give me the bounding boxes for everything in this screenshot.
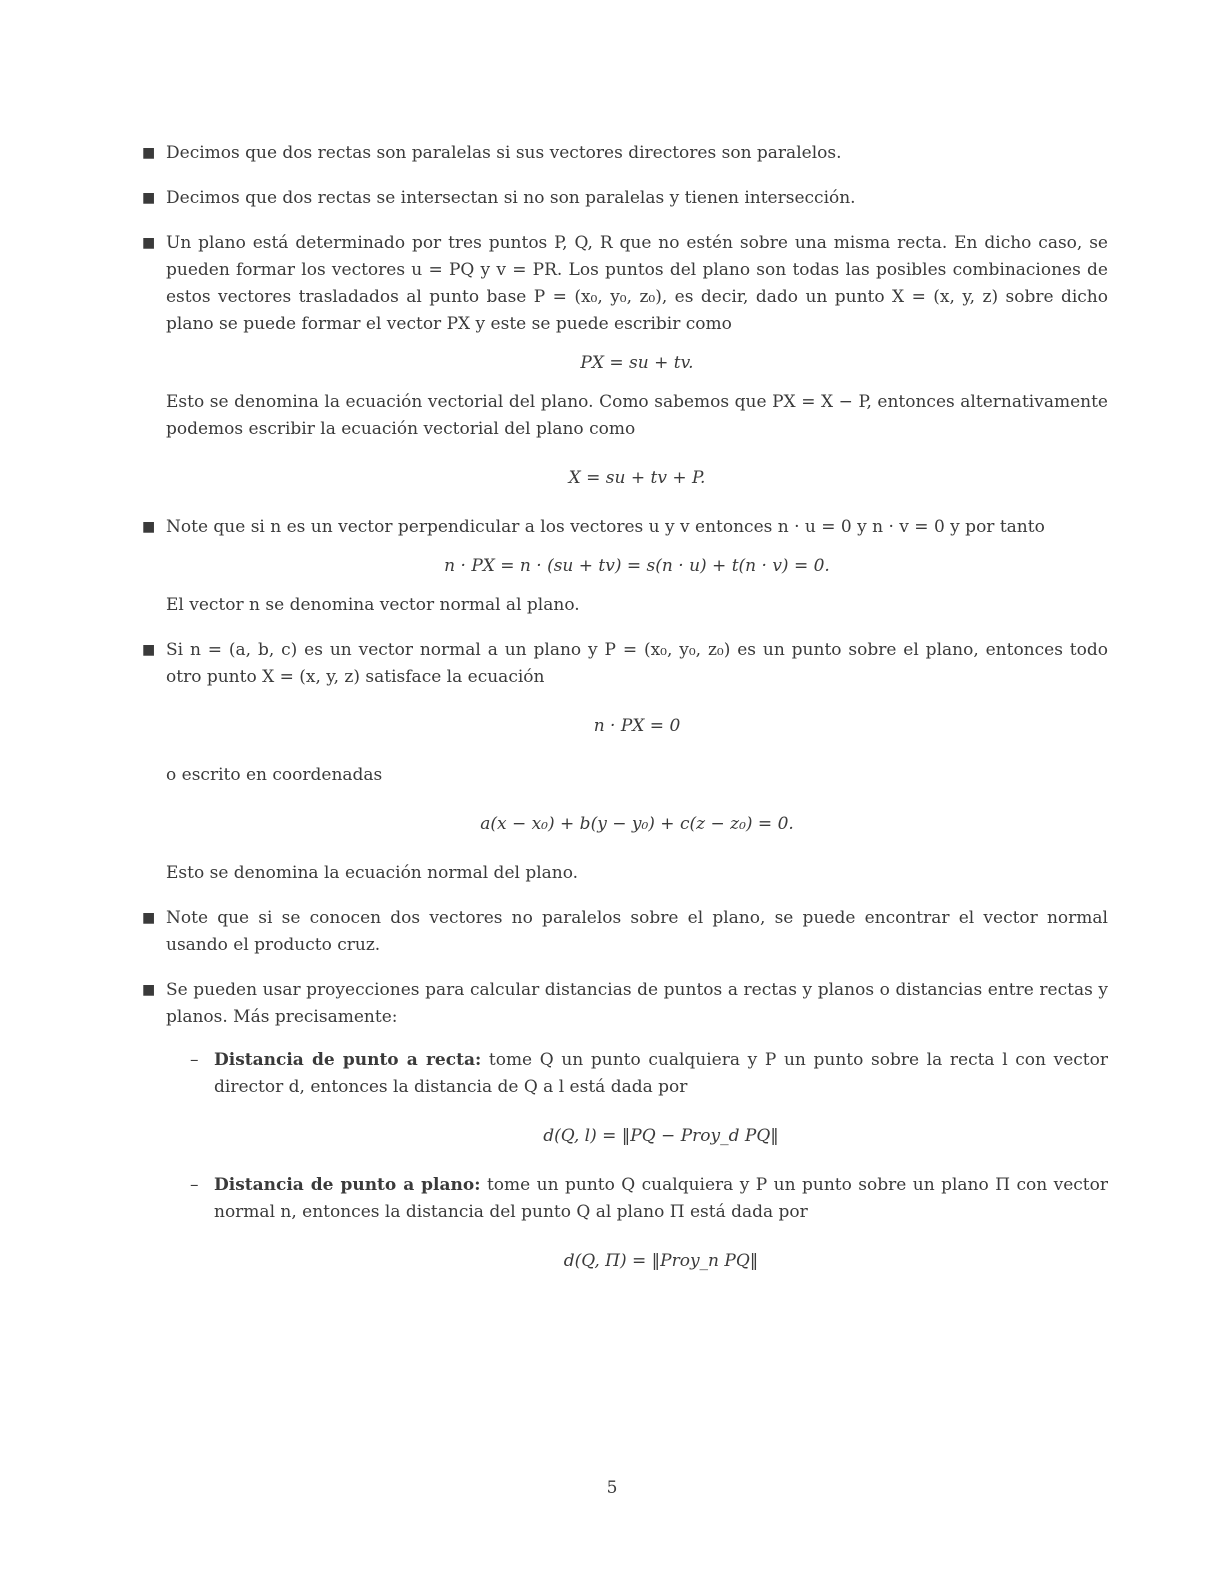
paragraph: Decimos que dos rectas se intersectan si no son paralelas y tienen intersección. (166, 188, 856, 208)
term-label: Distancia de punto a recta: (214, 1050, 482, 1070)
paragraph: Si n = (a, b, c) es un vector normal a un plano y P = (x₀, y₀, z₀) es un punto sobre el plano, entonces todo otro punto X = (x, y, z) satisface la ecuación (166, 640, 1108, 687)
paragraph: Note que si se conocen dos vectores no paralelos sobre el plano, se puede encontrar el vector normal usando el producto cruz. (166, 908, 1108, 955)
paragraph: o escrito en coordenadas (166, 765, 383, 785)
paragraph: tome un punto Q cualquiera y P un punto sobre un plano Π con vector normal n, entonces la distancia del punto Q al plano Π está dada por (214, 1175, 1108, 1222)
list-item (140, 185, 1108, 212)
list-item (140, 905, 1108, 959)
dash-icon: – (190, 1050, 199, 1070)
equation: d(Q, l) = ‖PQ − Proy_d PQ‖ (543, 1126, 779, 1146)
paragraph: Esto se denomina la ecuación vectorial del plano. Como sabemos que PX = X − P, entonces alternativamente podemos escribir la ecuación vectorial del plano como (166, 392, 1108, 439)
equation: PX = su + tv. (580, 353, 694, 373)
equation: X = su + tv + P. (568, 468, 706, 488)
list-item (140, 230, 1108, 492)
bullet-icon: ■ (142, 235, 156, 251)
list-item (140, 140, 1108, 167)
bullet-icon: ■ (142, 145, 156, 161)
sub-list-item (190, 1047, 1108, 1150)
list-item (140, 514, 1108, 619)
bullet-icon: ■ (142, 982, 156, 998)
page-body (140, 140, 1108, 1297)
bullet-icon: ■ (142, 519, 156, 535)
list-item (140, 637, 1108, 887)
page-number: 5 (606, 1478, 618, 1498)
equation: n · PX = n · (su + tv) = s(n · u) + t(n · v) = 0. (444, 556, 830, 576)
bullet-icon: ■ (142, 190, 156, 206)
equation: n · PX = 0 (593, 716, 681, 736)
sub-list (190, 1047, 1108, 1275)
bullet-icon: ■ (142, 910, 156, 926)
equation: a(x − x₀) + b(y − y₀) + c(z − z₀) = 0. (480, 814, 794, 834)
paragraph: Se pueden usar proyecciones para calcular distancias de puntos a rectas y planos o distancias entre rectas y planos. Más precisamente: (166, 980, 1108, 1027)
bullet-icon: ■ (142, 642, 156, 658)
term-label: Distancia de punto a plano: (214, 1175, 481, 1195)
paragraph: Un plano está determinado por tres puntos P, Q, R que no estén sobre una misma recta. En dicho caso, se pueden formar los vectores u = PQ y v = PR. Los puntos del plano son todas las posibles combinaciones de estos vectores trasladados al punto base P = (x₀, y₀, z₀), es decir, dado un punto X = (x, y, z) sobre dicho plano se puede formar el vector PX y este se puede escribir como (166, 233, 1108, 334)
paragraph: Esto se denomina la ecuación normal del plano. (166, 863, 579, 883)
paragraph: Decimos que dos rectas son paralelas si sus vectores directores son paralelos. (166, 143, 842, 163)
dash-icon: – (190, 1175, 199, 1195)
list-item (140, 977, 1108, 1275)
sub-list-item (190, 1172, 1108, 1275)
paragraph: tome Q un punto cualquiera y P un punto sobre la recta l con vector director d, entonces la distancia de Q a l está dada por (214, 1050, 1108, 1097)
equation: d(Q, Π) = ‖Proy_n PQ‖ (563, 1251, 759, 1271)
paragraph: El vector n se denomina vector normal al plano. (166, 595, 580, 615)
paragraph: Note que si n es un vector perpendicular a los vectores u y v entonces n · u = 0 y n · v = 0 y por tanto (166, 517, 1045, 537)
